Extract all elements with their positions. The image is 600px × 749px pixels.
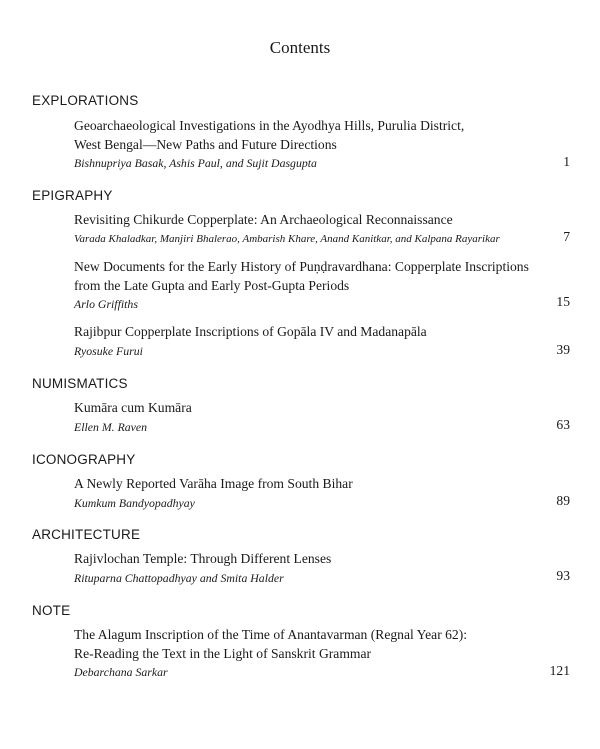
entry-authors: Kumkum Bandyopadhyay [74,495,195,510]
toc-entry[interactable] [74,323,574,360]
entry-page-number: 89 [556,493,570,508]
entry-page-number: 63 [556,417,570,432]
entry-authors: Rituparna Chattopadhyay and Smita Halder [74,570,284,585]
section-heading-architecture: ARCHITECTURE [32,527,141,542]
entry-authors: Arlo Griffiths [74,297,138,311]
toc-entry[interactable] [74,626,574,681]
entry-page-number: 93 [556,568,570,583]
entry-title-line: Kumāra cum Kumāra [74,400,192,415]
entry-page-number: 121 [549,663,570,678]
toc-entry[interactable] [74,475,574,512]
toc-entry[interactable] [74,399,574,436]
entry-title-line: The Alagum Inscription of the Time of Anantavarman (Regnal Year 62): [74,627,468,642]
toc-entry[interactable] [74,117,574,172]
entry-page-number: 1 [563,154,570,169]
entry-page-number: 39 [556,342,570,357]
entry-authors: Bishnupriya Basak, Ashis Paul, and Sujit Dasgupta [74,156,317,170]
section-heading-iconography: ICONOGRAPHY [32,452,136,467]
entry-title-line: Rajivlochan Temple: Through Different Lenses [74,551,332,566]
entry-title-line: New Documents for the Early History of Puṇḍravardhana: Copperplate Inscriptions [74,259,529,274]
entry-title-line: A Newly Reported Varāha Image from South Bihar [74,476,353,491]
contents-heading: Contents [269,38,331,57]
section-heading-note: NOTE [32,603,71,618]
entry-authors: Debarchana Sarkar [74,665,168,679]
toc-entry[interactable] [74,550,574,587]
entry-authors: Ryosuke Furui [74,343,143,358]
section-heading-explorations: EXPLORATIONS [32,93,139,108]
entry-title-line: Geoarchaeological Investigations in the Ayodhya Hills, Purulia District, [74,118,465,133]
entry-page-number: 7 [563,229,570,244]
toc-entry[interactable] [74,258,574,313]
entry-title-line: Rajibpur Copperplate Inscriptions of Gopāla IV and Madanapāla [74,324,427,339]
section-heading-epigraphy: EPIGRAPHY [32,188,113,203]
toc-entry[interactable] [74,211,574,248]
section-heading-numismatics: NUMISMATICS [32,376,128,391]
entry-page-number: 15 [556,294,570,309]
entry-authors: Ellen M. Raven [74,419,148,434]
entry-title-line: West Bengal—New Paths and Future Directions [74,136,337,152]
entry-title-line: from the Late Gupta and Early Post-Gupta Periods [74,277,350,293]
entry-authors: Varada Khaladkar, Manjiri Bhalerao, Ambarish Khare, Anand Kanitkar, and Kalpana Rayarikar [74,232,500,245]
entry-title-line: Re-Reading the Text in the Light of Sanskrit Grammar [74,645,372,661]
entry-title-line: Revisiting Chikurde Copperplate: An Archaeological Reconnaissance [74,212,453,227]
